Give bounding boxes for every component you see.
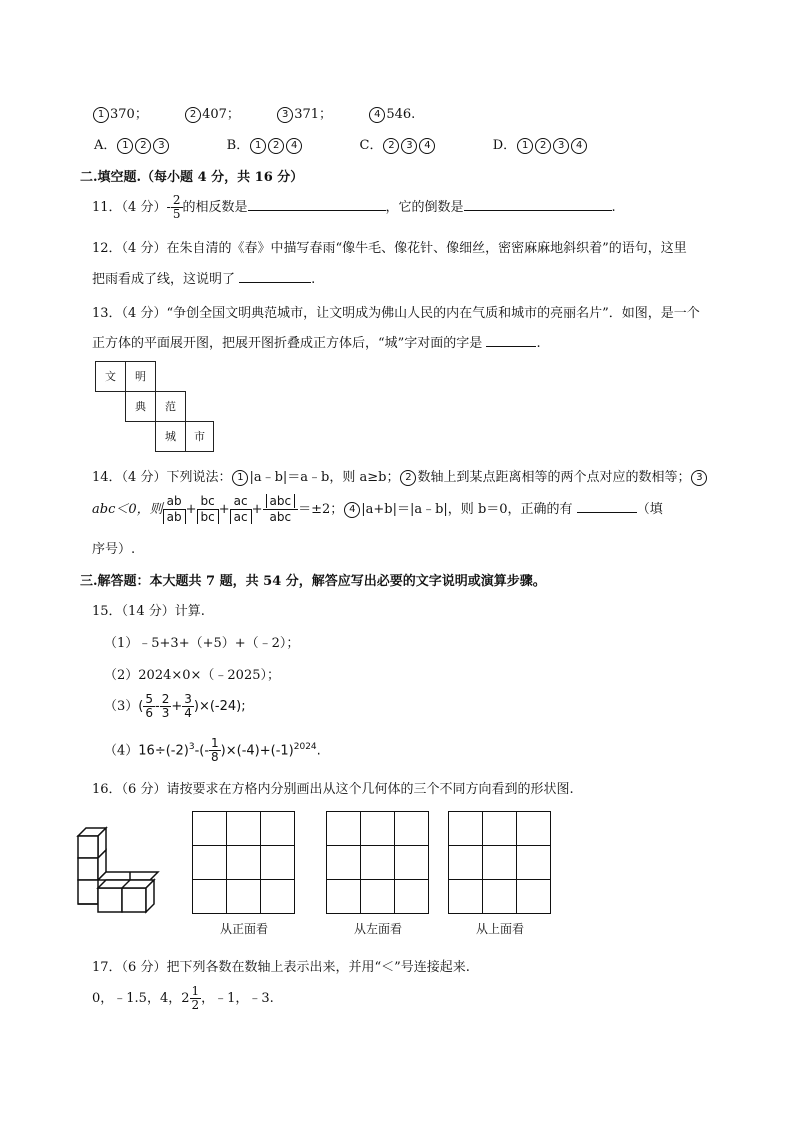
grid-left-view[interactable] (326, 811, 429, 914)
net-cell-cheng: 城 (165, 430, 176, 443)
fraction: $\frac{ac}{ac}$ (230, 494, 252, 525)
choice-d: D． 1 2 3 4 (493, 138, 588, 153)
choice-a: A． 1 2 3 (94, 138, 170, 153)
question-15-part2: （2）2024×0×（﹣2025）； (104, 668, 280, 683)
fraction: abc abc (263, 494, 299, 525)
caption-front-view: 从正面看 (219, 922, 268, 936)
option-text: 407； (202, 107, 240, 122)
caption-left-view: 从左面看 (353, 922, 402, 936)
question-12-line1: 12．（4 分）在朱自清的《春》中描写春雨“像牛毛、像花针、像细丝，密密麻麻地斜织着”的语句，这里 (92, 241, 687, 256)
question-15-part4: $(4)16\div(-2)^3-(-$ $\frac{1}{8}$ )$\times(-4)+(-1)^{2024}$. (104, 736, 321, 765)
answer-blank[interactable] (464, 198, 612, 211)
net-cell-shi: 市 (194, 430, 205, 443)
answer-blank[interactable] (239, 270, 311, 283)
circled-number: 1 (93, 107, 109, 123)
circled-number: 3 (277, 107, 293, 123)
answer-blank[interactable] (248, 198, 386, 211)
fraction: $\frac{2}{5}$ (172, 193, 181, 221)
fraction: $\frac{ab}{ab}$ (163, 494, 186, 525)
question-15-title: 15．（14 分）计算. (92, 604, 205, 619)
question-16-title: 16．（6 分）请按要求在方格内分别画出从这个几何体的三个不同方向看到的形状图. (92, 782, 574, 797)
question-14-line2: abc＜0，则 $\frac{ab}{ab}$ + $\frac{bc}{bc}$ + $\frac{ac}{ac}$ + abc abc ＝±2； 4 |a+b|＝|a﹣b|，则 b＝0，正确的有 （填 (92, 494, 663, 524)
option-text: 370； (110, 107, 148, 122)
circled-number: 2 (185, 107, 201, 123)
answer-blank[interactable] (486, 334, 536, 347)
section-heading: 二.填空题.（每小题 4 分，共 16 分） (80, 170, 304, 185)
fraction: $\frac{bc}{bc}$ (197, 494, 219, 525)
net-cell-fan: 范 (165, 400, 176, 413)
question-15-part3: （3）( $\frac{5}{6}$ - $\frac{2}{3}$ + $\frac{3}{4}$ )×(-24); (104, 692, 246, 720)
question-15-part1: （1）﹣5+3+（+5）+（﹣2）； (104, 636, 300, 651)
cube-stack-figure (76, 826, 162, 914)
circled-number: 4 (369, 107, 385, 123)
answer-blank[interactable] (577, 500, 637, 513)
question-17-title: 17．（6 分）把下列各数在数轴上表示出来，并用“＜”号连接起来. (92, 960, 470, 975)
choice-b: B． 1 2 4 (227, 138, 304, 153)
question-13-line2: 正方体的平面展开图，把展开图折叠成正方体后，“城”字对面的字是 . (92, 336, 541, 351)
question-11: 11．（4 分）- $\frac{2}{5}$ 的相反数是 ，它的倒数是 . (92, 193, 616, 221)
choice-c: C． 2 3 4 (360, 138, 437, 153)
net-cell-dian: 典 (135, 400, 146, 413)
net-cell-ming: 明 (135, 370, 146, 383)
q10-choices (94, 134, 588, 154)
section-heading: 三.解答题：本大题共 7 题，共 54 分，解答应写出必要的文字说明或演算步骤。 (80, 574, 546, 589)
net-cell-wen: 文 (105, 370, 116, 383)
grid-top-view[interactable] (448, 811, 551, 914)
question-13-line1: 13．（4 分）“争创全国文明典范城市，让文明成为佛山人民的内在气质和城市的亮丽名片”．如图，是一个 (92, 306, 700, 321)
q10-option-line (92, 103, 415, 123)
caption-top-view: 从上面看 (475, 922, 524, 936)
option-text: 371； (294, 107, 333, 122)
grid-front-view[interactable] (192, 811, 295, 914)
question-17-numbers: 0，﹣1.5，4，2 $\frac{1}{2}$ ，﹣1，﹣3. (92, 984, 274, 1012)
question-14-line1: 14．（4 分）下列说法： 1 |a﹣b|＝a﹣b，则 a≥b； 2 数轴上到某点距离相等的两个点对应的数相等； 3 (92, 466, 708, 486)
question-12-line2: 把雨看成了线，这说明了 . (92, 272, 316, 287)
option-text: 546. (386, 107, 416, 122)
question-14-line3: 序号）. (92, 542, 136, 557)
